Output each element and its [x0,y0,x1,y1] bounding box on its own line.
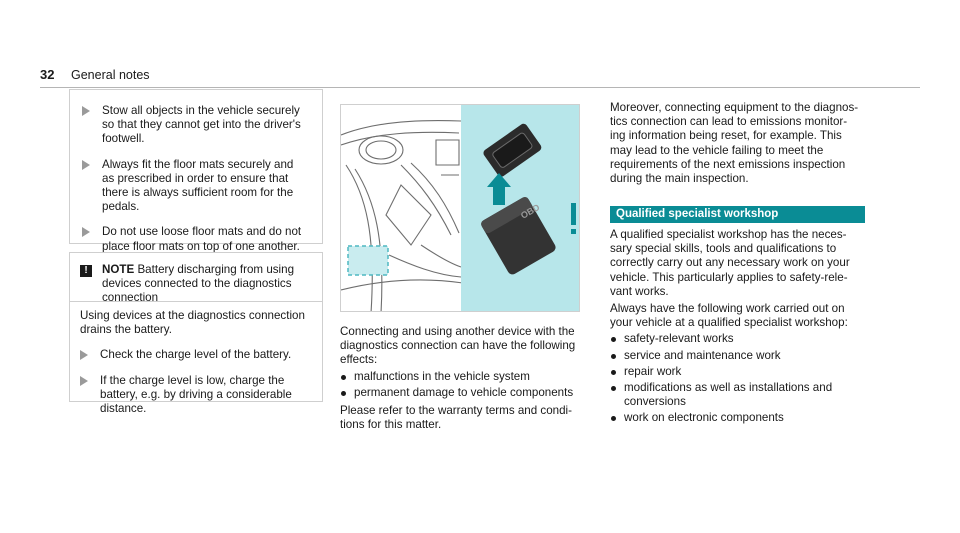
page-number: 32 [40,67,55,82]
workshop-paragraph: A qualified specialist workshop has the neces- sary special skills, tools and qualifications to correctly carry out any necessary work on your vehicle. This particularly applies to safety-rele- vant works. [610,228,850,298]
exclamation-dot [571,229,576,234]
triangle-bullet-icon [82,227,90,237]
warning-list [82,104,314,265]
caption-text: Connecting and using another device with the diagnostics connection can have the following effects: [340,325,576,367]
note-body [80,309,314,427]
list-item-text: Stow all objects in the vehicle securely so that they cannot get into the driver's footwell. [102,104,301,146]
list-item: modifications as well as installations and conversions [610,381,868,409]
exclamation-icon: ! [80,265,92,277]
triangle-bullet-icon [82,106,90,116]
list-item-text: If the charge level is low, charge the battery, e.g. by driving a considerable distance. [100,373,292,416]
diagnostics-illustration [340,104,580,312]
triangle-bullet-icon [82,160,90,170]
list-item: work on electronic components [610,411,868,425]
section-title: General notes [71,68,150,82]
note-box [69,252,323,416]
list-item-text: Check the charge level of the battery. [100,348,292,362]
list-item: service and maintenance work [610,349,868,363]
list-item [80,348,314,362]
list-item: malfunctions in the vehicle system [340,370,585,384]
exclamation-bar [571,203,576,225]
list-item: repair work [610,365,868,379]
list-item-text: Always fit the floor mats securely and as prescribed in order to ensure that there is always sufficient room for the pedals. [102,157,294,214]
effects-list [340,370,585,400]
triangle-bullet-icon [80,376,88,386]
note-header [70,253,322,305]
obd-label: OBD [519,202,542,221]
list-item [82,225,314,253]
dashed-highlight [348,246,388,275]
list-item [82,104,314,147]
list-item [82,158,314,215]
emissions-paragraph: Moreover, connecting equipment to the diagnos- tics connection can lead to emissions monitor- ing information being reset, for example. This may lead to the vehicle failing to meet the requirements of the next emissions inspection during the main inspection. [610,101,859,186]
header-rule [40,87,920,88]
note-label: NOTE [102,263,135,276]
section-heading: Qualified specialist workshop [610,206,865,223]
note-intro: Using devices at the diagnostics connection drains the battery. [80,309,305,337]
note-title-text: Battery discharging from using devices connected to the diagnostics connection [102,263,295,305]
list-item: permanent damage to vehicle components [340,386,585,400]
workshop-section [610,228,868,430]
list-item [80,374,314,417]
workshop-list [610,332,868,425]
dashboard-lineart [341,121,463,312]
workshop-intro: Always have the following work carried out on your vehicle at a qualified specialist workshop: [610,302,848,330]
caption-note: Please refer to the warranty terms and condi- tions for this matter. [340,404,572,432]
caption-block [340,325,585,432]
warning-box [69,89,323,253]
connector-illustration-icon [341,105,580,312]
list-item: safety-relevant works [610,332,868,346]
list-item-text: Do not use loose floor mats and do not place floor mats on top of one another. [102,225,302,253]
triangle-bullet-icon [80,350,88,360]
note-title [102,263,314,306]
